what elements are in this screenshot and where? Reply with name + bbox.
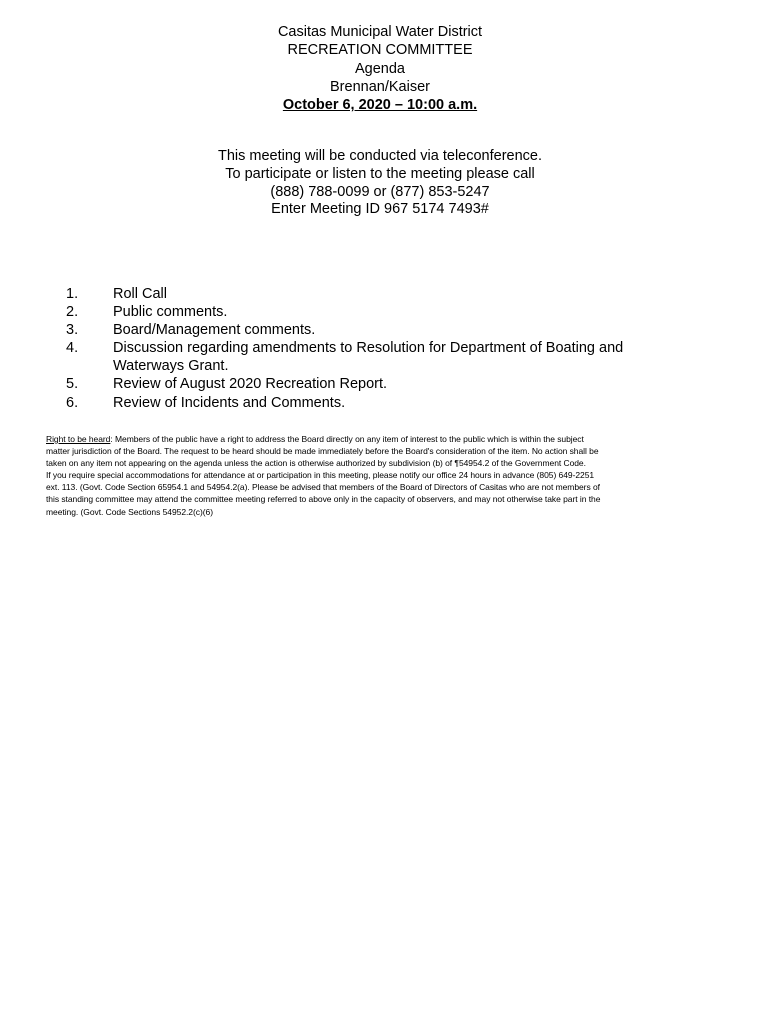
agenda-item-text: Public comments. <box>113 304 228 321</box>
notice-text: : Members of the public have a right to address the Board directly on any item of interest to the public which is within the subject <box>110 434 584 444</box>
committee-name: RECREATION COMMITTEE <box>287 42 473 59</box>
agenda-item-number: 4. <box>66 340 79 357</box>
agenda-item <box>0 339 770 375</box>
agenda-item <box>0 285 770 303</box>
document-type: Agenda <box>355 60 405 77</box>
agenda-item <box>0 303 770 321</box>
agenda-item-text: Board/Management comments. <box>113 322 316 339</box>
notice-line: taken on any item not appearing on the agenda unless the action is otherwise authorized by subdivision (b) of ¶54954.2 of the Government Code. <box>46 458 586 469</box>
agenda-list <box>0 285 770 412</box>
public-notice <box>46 433 726 518</box>
document-header <box>0 23 760 114</box>
meeting-date-time: October 6, 2020 – 10:00 a.m. <box>282 97 478 114</box>
teleconference-info <box>0 148 760 219</box>
teleconference-line: To participate or listen to the meeting please call <box>225 165 535 182</box>
agenda-item <box>0 321 770 339</box>
agenda-item-number: 1. <box>66 286 79 302</box>
notice-line: this standing committee may attend the committee meeting referred to above only in the capacity of observers, and may not otherwise take part in the <box>46 494 601 505</box>
agenda-item-text: Review of August 2020 Recreation Report. <box>113 376 388 393</box>
notice-line <box>46 433 726 445</box>
committee-members: Brennan/Kaiser <box>330 78 430 95</box>
notice-line: ext. 113. (Govt. Code Section 65954.1 and 54954.2(a). Please be advised that members of the Board of Directors of Casitas who are not members of <box>46 482 600 493</box>
agenda-item-number: 6. <box>66 394 79 411</box>
agenda-item <box>0 375 770 393</box>
notice-line: matter jurisdiction of the Board. The request to be heard should be made immediately before the Board's consideration of the item. No action shall be <box>46 446 599 457</box>
organization-name: Casitas Municipal Water District <box>277 24 483 40</box>
notice-line: meeting. (Govt. Code Sections 54952.2(c)(6) <box>46 506 213 517</box>
agenda-item <box>0 394 770 412</box>
notice-label: Right to be heard <box>46 434 111 444</box>
agenda-item-number: 2. <box>66 304 79 321</box>
meeting-id: Enter Meeting ID 967 5174 7493# <box>271 201 489 218</box>
notice-line: If you require special accommodations for attendance at or participation in this meeting, please notify our office 24 hours in advance (805) 649-2251 <box>46 470 595 481</box>
agenda-item-text: Review of Incidents and Comments. <box>113 394 346 411</box>
teleconference-line: This meeting will be conducted via teleconference. <box>217 148 542 164</box>
phone-numbers: (888) 788-0099 or (877) 853-5247 <box>270 183 490 200</box>
agenda-item-number: 5. <box>66 376 79 393</box>
agenda-item-text: Roll Call <box>113 286 167 302</box>
agenda-item-text: Discussion regarding amendments to Resolution for Department of Boating and Waterways Grant. <box>113 340 624 375</box>
agenda-item-number: 3. <box>66 322 79 339</box>
